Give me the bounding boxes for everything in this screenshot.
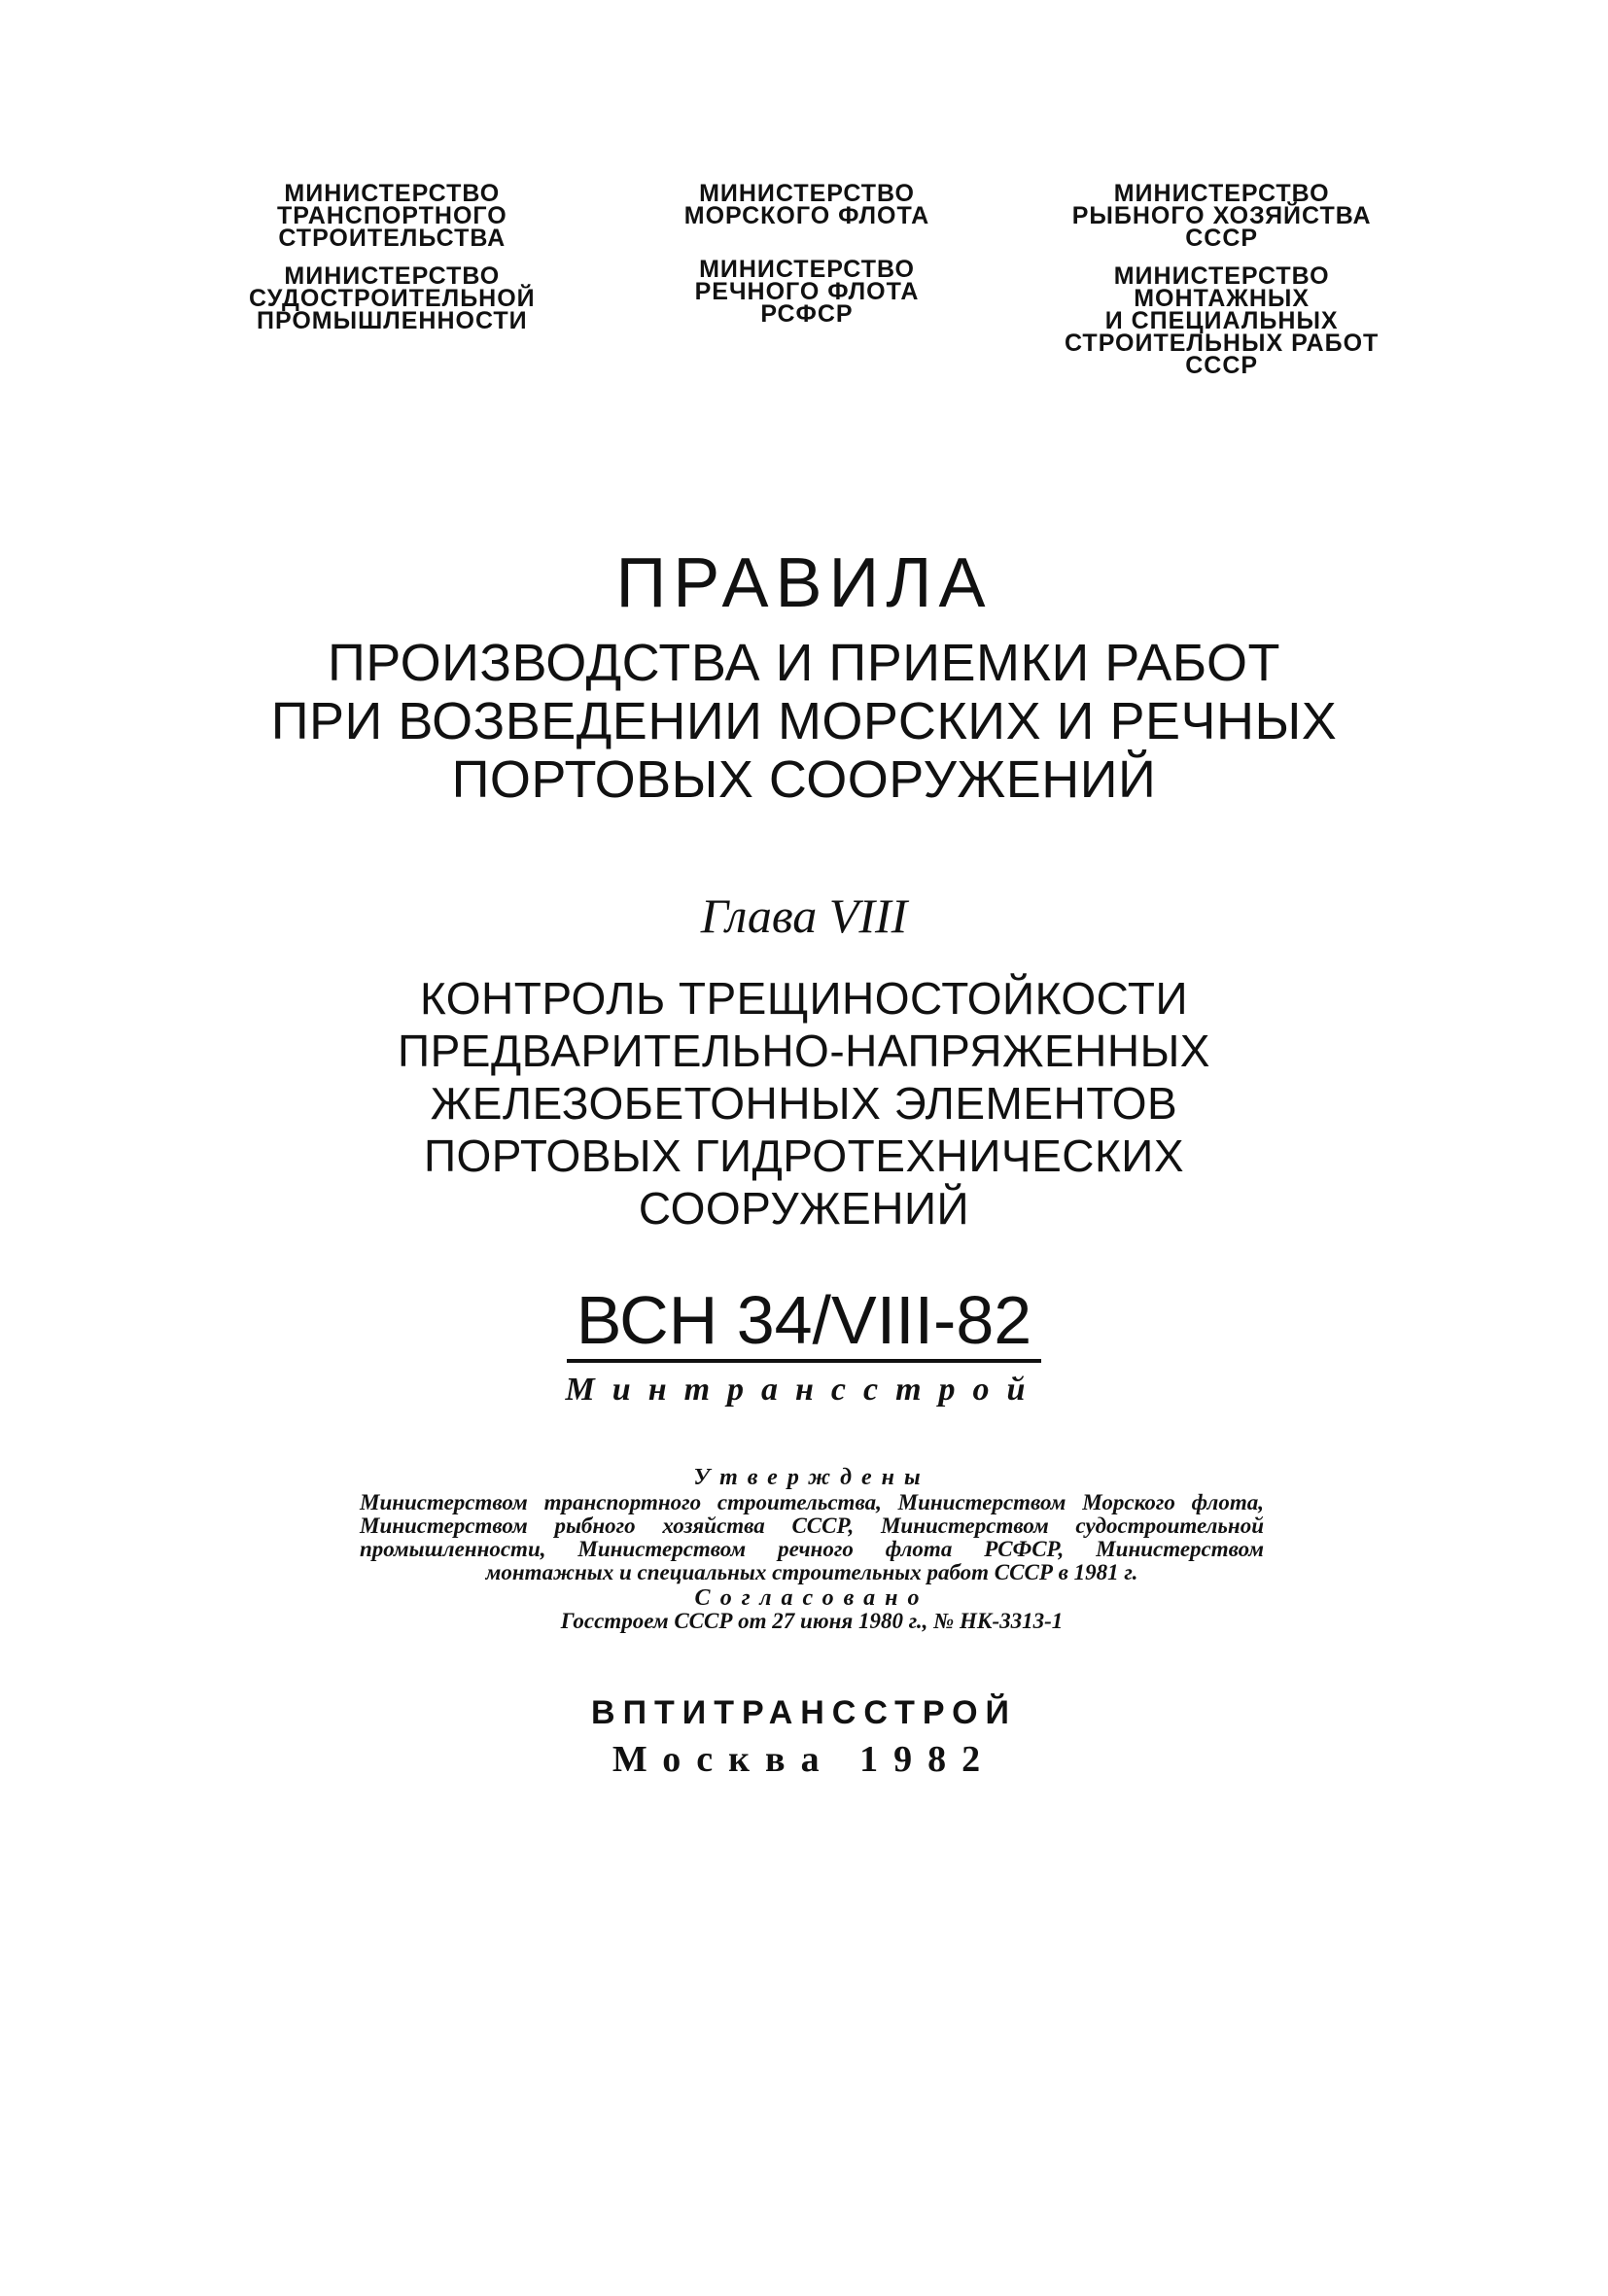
ministry-line: МОНТАЖНЫХ (1134, 285, 1311, 312)
agreed-label: Согласовано (694, 1585, 929, 1611)
ministry-river-fleet (694, 256, 920, 328)
chapter-title-line: КОНТРОЛЬ ТРЕЩИНОСТОЙКОСТИ (419, 973, 1189, 1024)
ministry-shipbuilding (249, 262, 536, 334)
chapter-title-line: ПРЕДВАРИТЕЛЬНО-НАПРЯЖЕННЫХ (398, 1026, 1210, 1076)
ministry-line: МИНИСТЕРСТВО (284, 262, 501, 290)
agreed-text: Госстроем СССР от 27 июня 1980 г., № НК-3313-1 (560, 1609, 1064, 1633)
ministry-line: РЕЧНОГО ФЛОТА (694, 278, 920, 305)
ministry-line: ТРАНСПОРТНОГО (276, 202, 507, 229)
ministry-line: СУДОСТРОИТЕЛЬНОЙ (249, 285, 536, 312)
publisher-block (0, 1689, 1608, 1783)
ministries-column-1 (194, 180, 590, 393)
ministries-column-2 (610, 180, 1005, 393)
ministry-line: МИНИСТЕРСТВО (1113, 262, 1330, 290)
document-subtitle (0, 634, 1608, 809)
ministry-line: МОРСКОГО ФЛОТА (683, 202, 930, 229)
document-title: ПРАВИЛА (615, 544, 993, 622)
subtitle-line: ПОРТОВЫХ СООРУЖЕНИЙ (451, 750, 1157, 809)
ministry-marine-fleet (683, 180, 930, 229)
ministry-line: СТРОИТЕЛЬНЫХ РАБОТ (1065, 330, 1380, 357)
ministry-line: СТРОИТЕЛЬСТВА (278, 225, 507, 252)
ministry-fisheries (1071, 180, 1372, 252)
ministry-line: ПРОМЫШЛЕННОСТИ (257, 307, 528, 334)
chapter-title-line: ПОРТОВЫХ ГИДРОТЕХНИЧЕСКИХ (423, 1131, 1185, 1181)
ministry-line: РСФСР (760, 300, 854, 328)
ministry-line: МИНИСТЕРСТВО (699, 256, 915, 283)
approval-label: Утверждены (693, 1465, 930, 1490)
chapter-title-line: СООРУЖЕНИЙ (638, 1183, 970, 1234)
ministry-line: СССР (1185, 225, 1259, 252)
standard-code: ВСН 34/VIII-82 (567, 1283, 1041, 1363)
subtitle-line: ПРИ ВОЗВЕДЕНИИ МОРСКИХ И РЕЧНЫХ (270, 692, 1338, 750)
chapter-label: Глава VIII (700, 888, 908, 943)
ministry-transport-construction (276, 180, 507, 252)
ministry-line: МИНИСТЕРСТВО (1113, 180, 1330, 207)
approval-body: Министерством транспортного строительства, Министерством Морского флота, Министерством рыбного хозяйства СССР, Министерством судостроительной промышленности, Министерством речного флота РСФСР, Министерством монтажных и специальных строительных работ СССР в 1981 г. (360, 1490, 1264, 1584)
issuer-name: Минтрансстрой (565, 1372, 1043, 1408)
publisher-city-year: Москва 1982 (612, 1739, 996, 1780)
ministry-installation-works (1065, 262, 1380, 379)
ministries-header (194, 180, 1419, 393)
approval-note (360, 1466, 1264, 1633)
subtitle-line: ПРОИЗВОДСТВА И ПРИЕМКИ РАБОТ (327, 634, 1281, 692)
ministry-line: РЫБНОГО ХОЗЯЙСТВА (1071, 202, 1372, 229)
chapter-title-line: ЖЕЛЕЗОБЕТОННЫХ ЭЛЕМЕНТОВ (430, 1078, 1178, 1129)
ministry-line: МИНИСТЕРСТВО (699, 180, 915, 207)
chapter-title (0, 972, 1608, 1235)
ministry-line: МИНИСТЕРСТВО (284, 180, 501, 207)
ministry-line: И СПЕЦИАЛЬНЫХ (1104, 307, 1339, 334)
publisher-name: ВПТИТРАНССТРОЙ (591, 1694, 1017, 1731)
ministries-column-3 (1024, 180, 1419, 393)
standard-code-block (0, 1283, 1608, 1409)
ministry-line: СССР (1185, 352, 1259, 379)
